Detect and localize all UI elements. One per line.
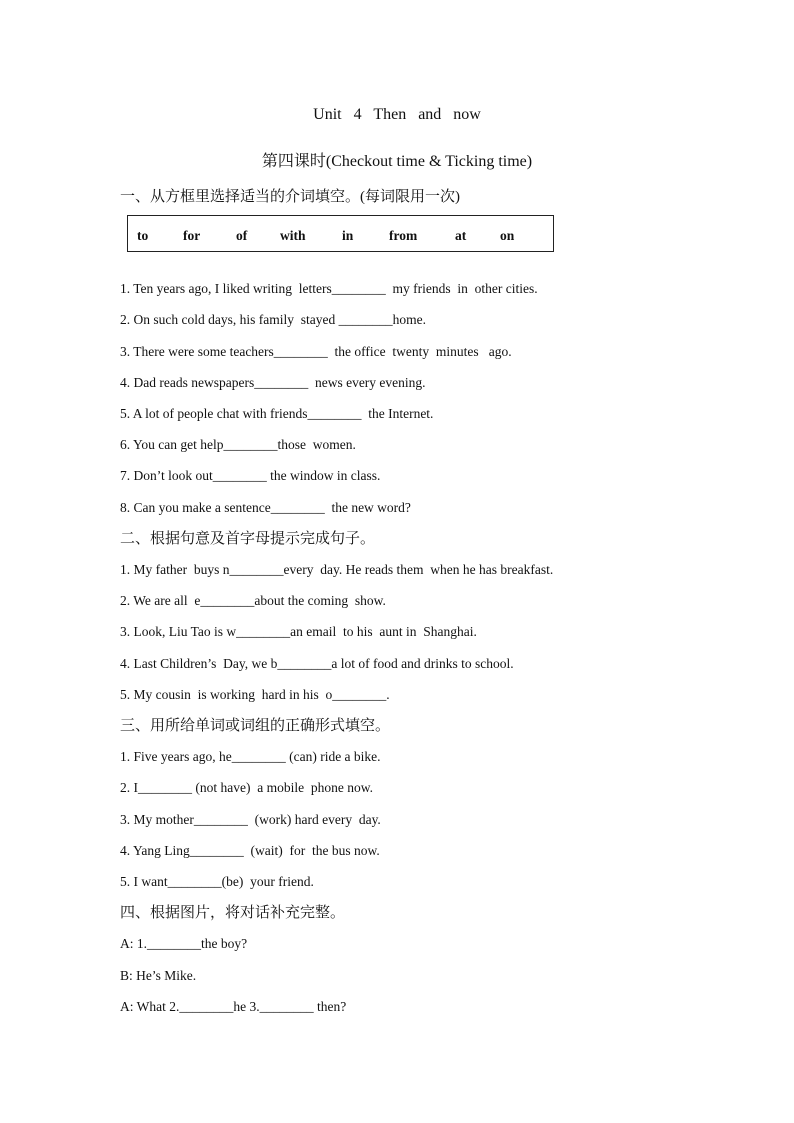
word-box-item: of [236,228,248,243]
word-box-item: on [500,228,515,243]
section-3-heading: 三、用所给单词或词组的正确形式填空。 [120,718,391,734]
question-3-1: 1. Five years ago, he________ (can) ride a bike. [120,749,381,764]
page-title: Unit 4 Then and now [313,106,481,123]
question-1-7: 7. Don’t look out________ the window in class. [120,468,381,483]
question-2-3: 3. Look, Liu Tao is w________an email to his aunt in Shanghai. [120,624,477,639]
dialogue-line-1: A: 1.________the boy? [120,936,248,951]
question-1-5: 5. A lot of people chat with friends________ the Internet. [120,406,434,421]
word-box-item: in [342,228,354,243]
word-box-item: for [183,228,201,243]
question-1-8: 8. Can you make a sentence________ the new word? [120,500,411,515]
question-1-2: 2. On such cold days, his family stayed ________home. [120,312,426,327]
question-1-6: 6. You can get help________those women. [120,437,356,452]
question-2-2: 2. We are all e________about the coming show. [120,593,386,608]
word-box-item: from [389,228,418,243]
question-3-5: 5. I want________(be) your friend. [120,874,314,889]
word-box-item: with [280,228,306,243]
dialogue-line-2: B: He’s Mike. [120,968,197,983]
question-2-4: 4. Last Children’s Day, we b________a lot of food and drinks to school. [120,656,514,671]
question-3-2: 2. I________ (not have) a mobile phone now. [120,780,373,795]
question-1-3: 3. There were some teachers________ the office twenty minutes ago. [120,344,512,359]
section-2-heading: 二、根据句意及首字母提示完成句子。 [120,531,376,547]
question-3-4: 4. Yang Ling________ (wait) for the bus now. [120,843,380,858]
question-1-1: 1. Ten years ago, I liked writing letters________ my friends in other cities. [120,281,538,296]
question-2-5: 5. My cousin is working hard in his o________. [120,687,390,702]
page-subtitle: 第四课时(Checkout time & Ticking time) [261,153,533,170]
section-4-heading: 四、根据图片，将对话补充完整。 [120,905,346,921]
dialogue-line-3: A: What 2.________he 3.________ then? [120,999,347,1014]
word-box [127,215,554,252]
word-box-item: to [137,228,149,243]
section-1-heading: 一、从方框里选择适当的介词填空。(每词限用一次) [120,189,460,205]
question-2-1: 1. My father buys n________every day. He reads them when he has breakfast. [120,562,554,577]
question-1-4: 4. Dad reads newspapers________ news every evening. [120,375,426,390]
question-3-3: 3. My mother________ (work) hard every day. [120,812,381,827]
word-box-item: at [455,228,467,243]
